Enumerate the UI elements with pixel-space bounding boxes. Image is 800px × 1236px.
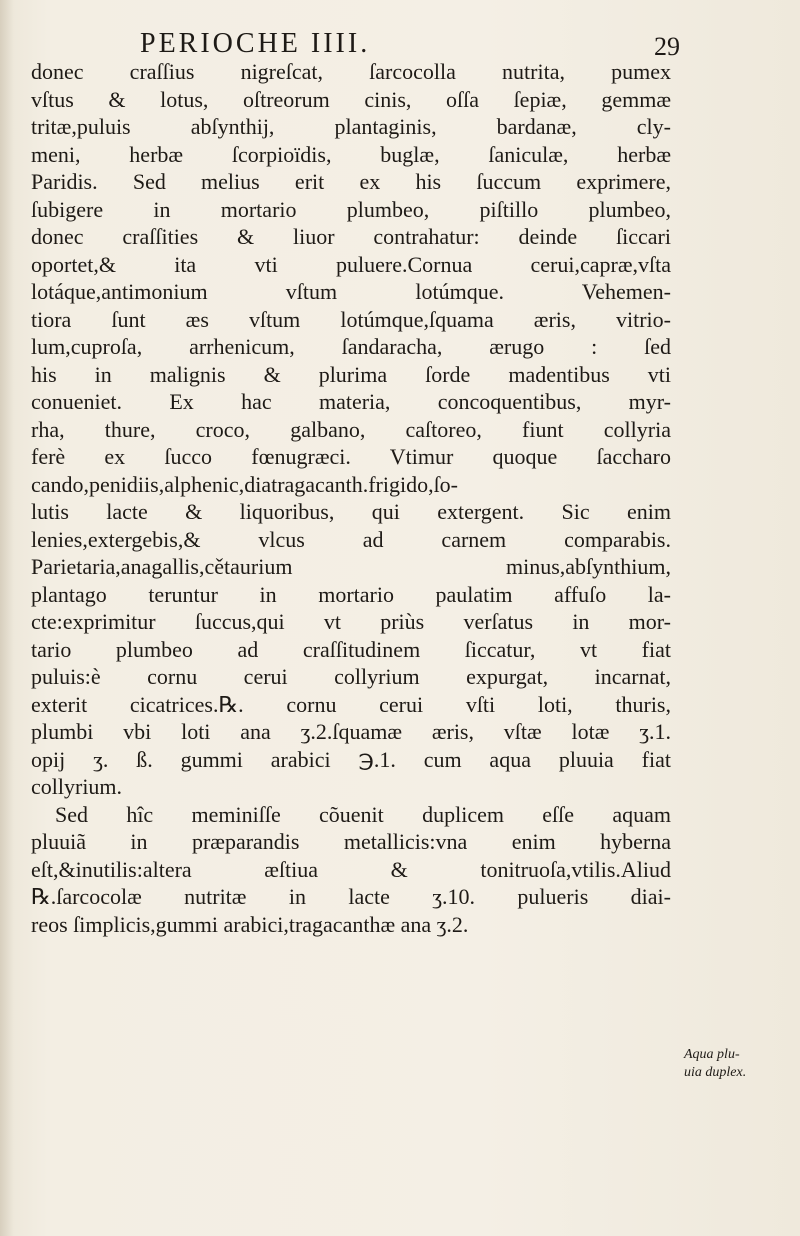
text-line: tiora ſunt æs vſtum lotúmque,ſquama æris, vitrio- (31, 306, 671, 332)
text-line: his in malignis & plurima ſorde madentibus vti (31, 361, 671, 387)
binding-shadow (0, 0, 14, 1236)
marginal-note-line: uia duplex. (684, 1065, 747, 1080)
text-line: lutis lacte & liquoribus, qui extergent. Sic enim (31, 499, 671, 524)
text-line: lenies,extergebis,& vlcus ad carnem comparabis. (31, 526, 671, 552)
text-line: Parietaria,anagallis,cětaurium minus,abſynthium, (31, 554, 671, 579)
text-line: collyrium. (31, 774, 123, 799)
text-line: puluis:è cornu cerui collyrium expurgat, incarnat, (31, 664, 671, 689)
text-line: exterit cicatrices.℞. cornu cerui vſti loti, thuris, (31, 691, 671, 717)
text-line: donec craſſities & liuor contrahatur: deinde ſiccari (31, 224, 671, 249)
text-line: ferè ex ſucco fœnugræci. Vtimur quoque ſaccharo (31, 444, 671, 469)
text-line: conueniet. Ex hac materia, concoquentibus, myr- (31, 389, 671, 414)
text-line: pluuiã in præparandis metallicis:vna enim hyberna (31, 829, 671, 854)
text-line: plantago teruntur in mortario paulatim affuſo la- (31, 581, 671, 607)
marginal-note-line: Aqua plu- (684, 1047, 740, 1062)
running-head: PERIOCHE IIII. (140, 28, 371, 59)
body-text (31, 58, 671, 938)
text-line: plumbi vbi loti ana ʒ.2.ſquamæ æris, vſtæ lotæ ʒ.1. (31, 719, 671, 744)
text-line: rha, thure, croco, galbano, caſtoreo, fiunt collyria (31, 416, 671, 442)
text-line: cte:exprimitur ſuccus,qui vt priùs verſatus in mor- (31, 609, 671, 634)
text-line: ſubigere in mortario plumbeo, piſtillo plumbeo, (31, 196, 671, 222)
text-line: lum,cuproſa, arrhenicum, ſandaracha, ærugo : ſed (31, 334, 671, 359)
text-line: vſtus & lotus, oſtreorum cinis, oſſa ſepiæ, gemmæ (31, 86, 671, 112)
page-header (140, 28, 680, 62)
text-line: lotáque,antimonium vſtum lotúmque. Vehemen- (31, 279, 671, 304)
marginal-note (684, 1046, 794, 1082)
text-line: tritæ,puluis abſynthij, plantaginis, bardanæ, cly- (31, 114, 671, 139)
text-line: ℞.ſarcocolæ nutritæ in lacte ʒ.10. pulueris diai- (31, 884, 671, 909)
text-line: donec craſſius nigreſcat, ſarcocolla nutrita, pumex (31, 59, 671, 84)
text-line: tario plumbeo ad craſſitudinem ſiccatur, vt fiat (31, 636, 671, 662)
text-line: opij ʒ. ß. gummi arabici ℈.1. cum aqua pluuia fiat (31, 746, 671, 772)
text-line: meni, herbæ ſcorpioïdis, buglæ, ſaniculæ, herbæ (31, 141, 671, 167)
text-line: cando,penidiis,alphenic,diatragacanth.frigido,ſo- (31, 471, 459, 497)
page-number: 29 (654, 32, 680, 61)
text-line: eſt,&inutilis:altera æſtiua & tonitruoſa,vtilis.Aliud (31, 856, 671, 882)
text-line: Sed hîc meminiſſe cõuenit duplicem eſſe aquam (55, 801, 671, 827)
text-line: reos ſimplicis,gummi arabici,tragacanthæ ana ʒ.2. (31, 911, 469, 937)
text-line: Paridis. Sed melius erit ex his ſuccum exprimere, (31, 169, 671, 194)
text-line: oportet,& ita vti puluere.Cornua cerui,capræ,vſta (31, 251, 671, 277)
